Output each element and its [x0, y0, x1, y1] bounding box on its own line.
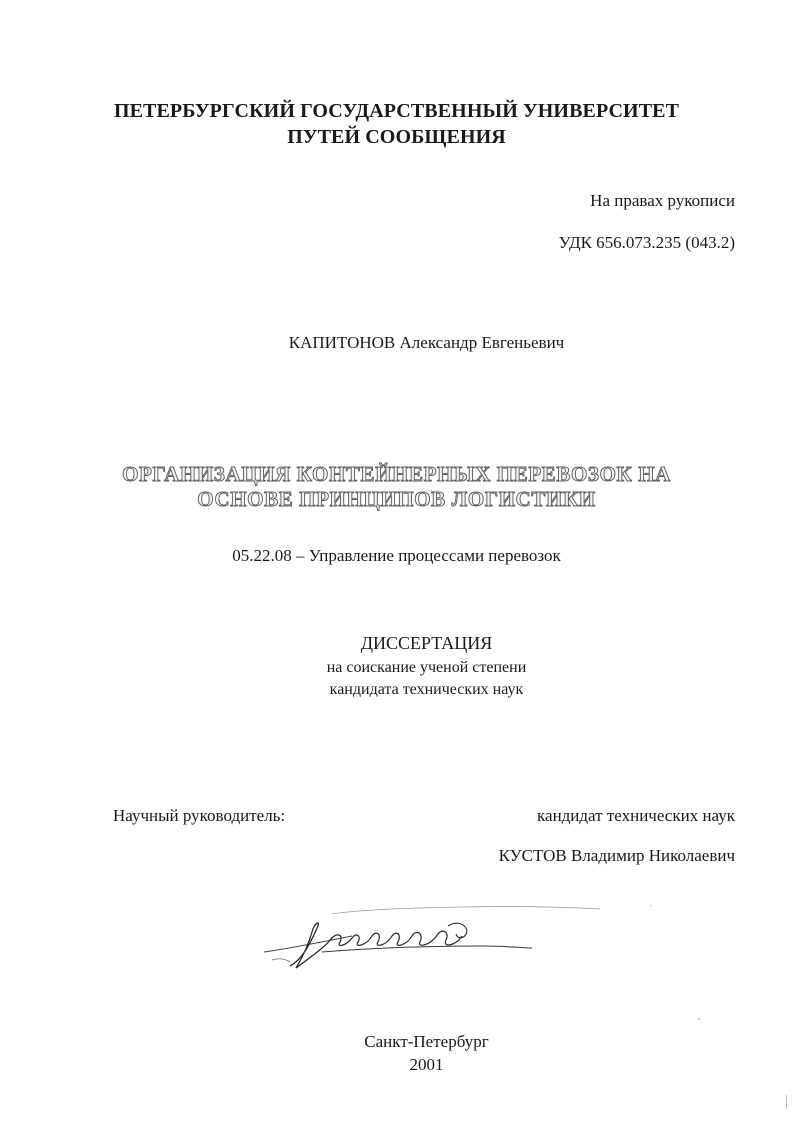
specialty-code: 05.22.08 – Управление процессами перевозок	[232, 546, 561, 565]
supervisor-label: Научный руководитель:	[113, 806, 286, 825]
supervisor-rank: кандидат технических наук	[537, 806, 735, 825]
author-name: КАПИТОНОВ Александр Евгеньевич	[288, 333, 565, 352]
degree-line2: кандидата технических наук	[329, 681, 524, 698]
university-name-line1: ПЕТЕРБУРГСКИЙ ГОСУДАРСТВЕННЫЙ УНИВЕРСИТЕТ	[113, 100, 680, 122]
thesis-title-line1: ОРГАНИЗАЦИЯ КОНТЕЙНЕРНЫХ ПЕРЕВОЗОК НА	[122, 462, 671, 486]
university-name-line2: ПУТЕЙ СООБЩЕНИЯ	[287, 126, 506, 148]
scan-speck	[698, 1018, 700, 1020]
dissertation-heading: ДИССЕРТАЦИЯ	[360, 633, 493, 653]
udc-code: УДК 656.073.235 (043.2)	[558, 233, 735, 252]
author-signature	[262, 896, 602, 986]
city: Санкт-Петербург	[364, 1032, 489, 1051]
scan-edge-mark	[786, 1095, 787, 1109]
year: 2001	[409, 1055, 444, 1074]
thesis-title-line2: ОСНОВЕ ПРИНЦИПОВ ЛОГИСТИКИ	[197, 487, 596, 511]
manuscript-note: На правах рукописи	[590, 191, 735, 210]
supervisor-name: КУСТОВ Владимир Николаевич	[498, 846, 735, 865]
scan-speck	[650, 905, 652, 906]
degree-line1: на соискание ученой степени	[326, 659, 527, 676]
